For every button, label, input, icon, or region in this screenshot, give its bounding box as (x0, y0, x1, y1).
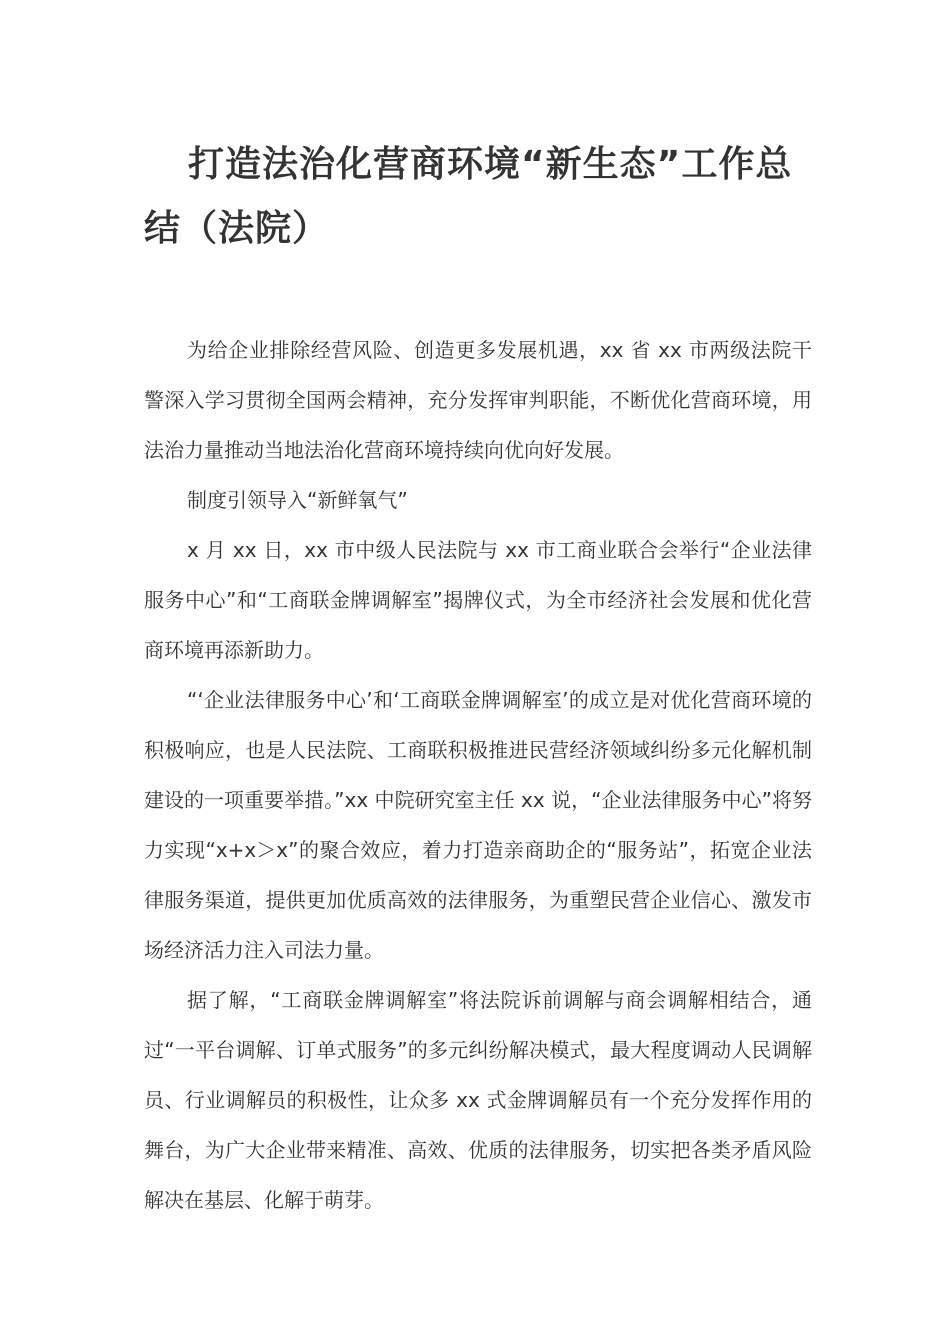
paragraph-section-heading: 制度引领导入“新鲜氧气” (187, 488, 408, 512)
paragraph-ceremony: x 月 xx 日，xx 市中级人民法院与 xx 市工商业联合会举行“企业法律服务中心”和“工商联金牌调解室”揭牌仪式，为全市经济社会发展和优化营商环境再添新助力。 (144, 538, 812, 662)
paragraph-quote: “‘企业法律服务中心’和‘工商联金牌调解室’的成立是对优化营商环境的积极响应，也是人民法院、工商联积极推进民营经济领域纠纷多元化解机制建设的一项重要举措。”xx 中院研究室主任 xx 说，“企业法律服务中心”将努力实现“x+x＞x”的聚合效应，着力打造亲商助企的“服务站”，拓宽企业法律服务渠道，提供更加优质高效的法律服务，为重塑民营企业信心、激发市场经济活力注入司法力量。 (144, 688, 812, 962)
document-title: 打造法治化营商环境“新生态”工作总结（法院） (144, 144, 793, 249)
paragraph-mediation: 据了解，“工商联金牌调解室”将法院诉前调解与商会调解相结合，通过“一平台调解、订单式服务”的多元纠纷解决模式，最大程度调动人民调解员、行业调解员的积极性，让众多 xx 式金牌调解员有一个充分发挥作用的舞台，为广大企业带来精准、高效、优质的法律服务，切实把各类矛盾风险解决在基层、化解于萌芽。 (144, 988, 812, 1212)
document-body (144, 325, 812, 1225)
paragraph-intro: 为给企业排除经营风险、创造更多发展机遇，xx 省 xx 市两级法院干警深入学习贯彻全国两会精神，充分发挥审判职能，不断优化营商环境，用法治力量推动当地法治化营商环境持续向优向好发展。 (144, 338, 812, 462)
